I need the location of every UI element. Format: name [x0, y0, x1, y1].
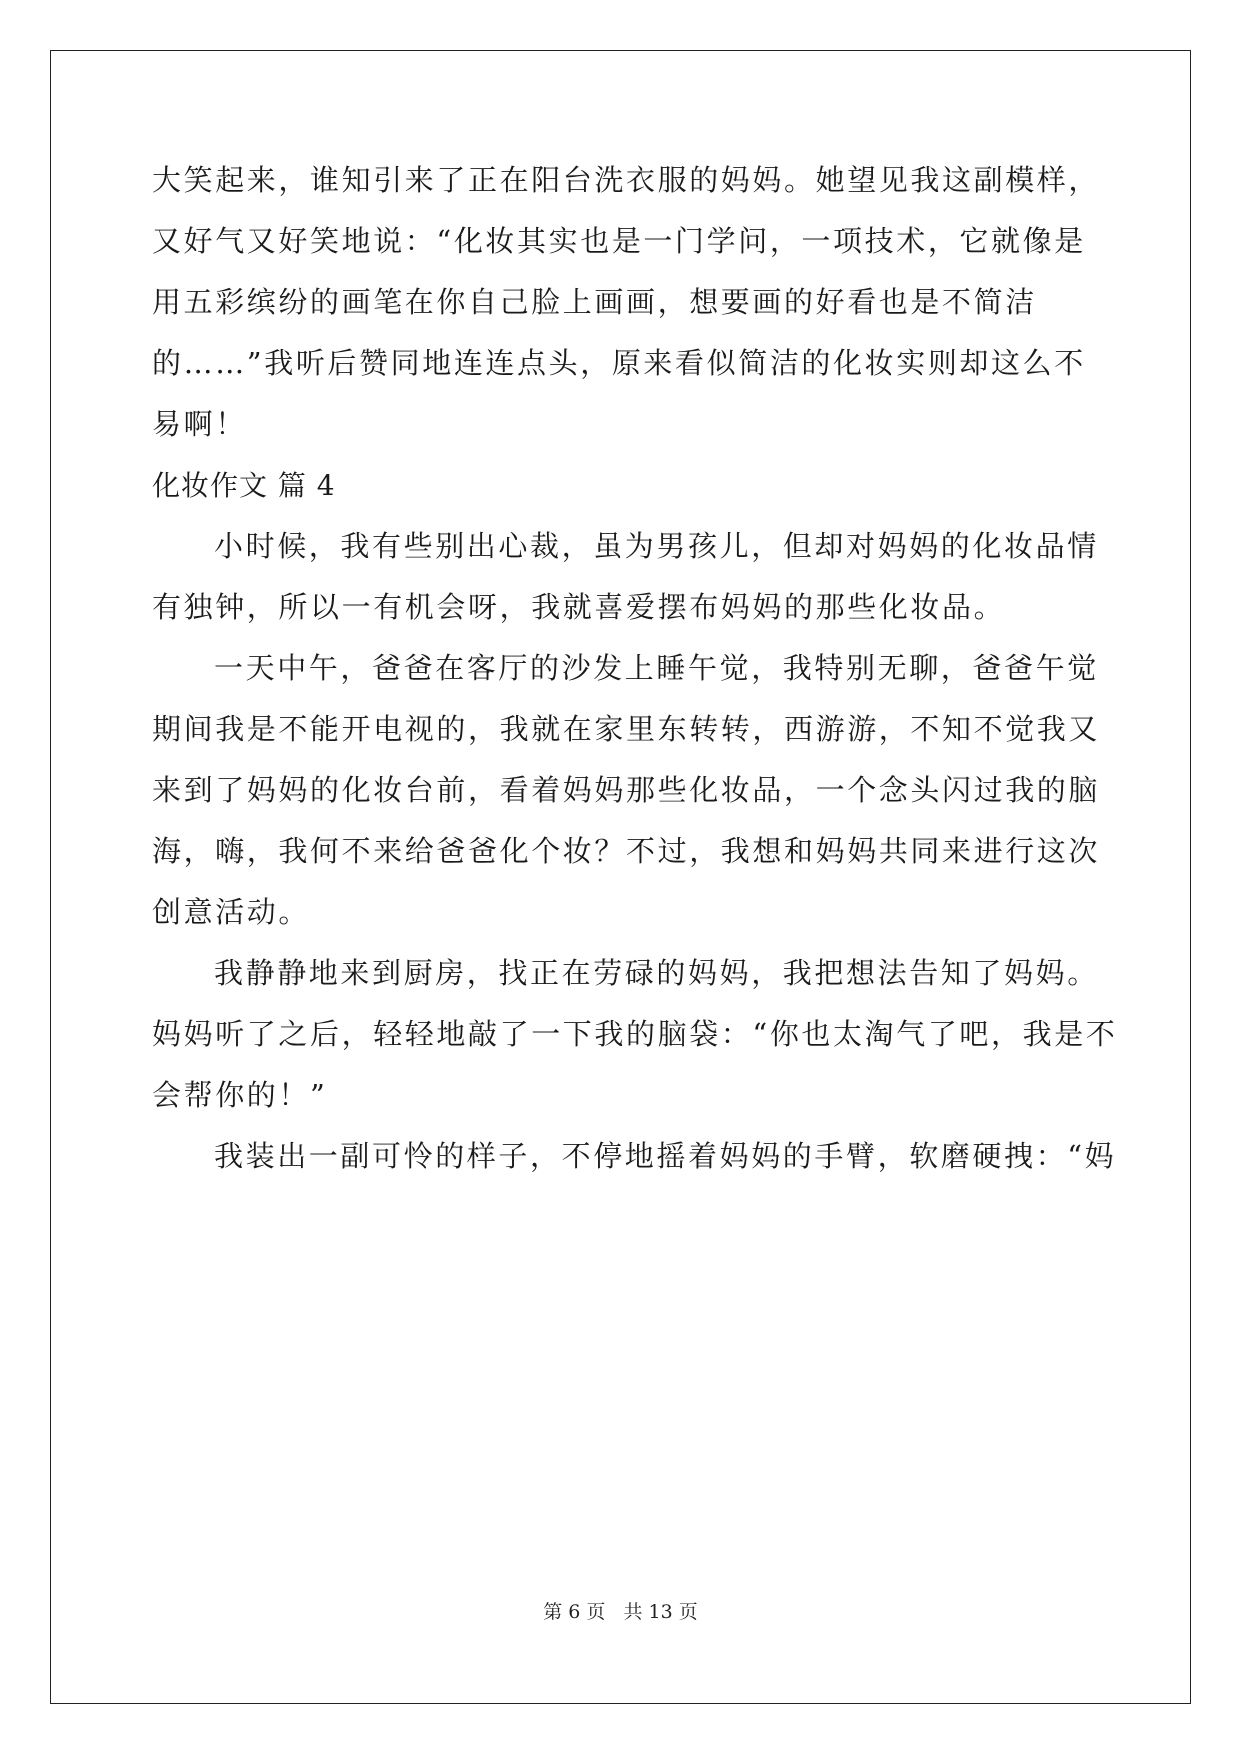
text-line: 创意活动。	[152, 895, 311, 929]
text-line: 海，嗨，我何不来给爸爸化个妆？不过，我想和妈妈共同来进行这次	[152, 834, 1101, 868]
text-line: 期间我是不能开电视的，我就在家里东转转，西游游，不知不觉我又	[152, 712, 1101, 746]
paragraph-1	[152, 516, 1099, 638]
text-line: 的……”我听后赞同地连连点头，原来看似简洁的化妆实则却这么不	[152, 346, 1086, 380]
text-line: 大笑起来，谁知引来了正在阳台洗衣服的妈妈。她望见我这副模样，	[152, 163, 1101, 197]
page-footer	[0, 1597, 1241, 1624]
text-line: 易啊！	[152, 407, 247, 441]
text-line: 我静静地来到厨房，找正在劳碌的妈妈，我把想法告知了妈妈。	[214, 956, 1099, 990]
paragraph-4	[152, 1126, 1117, 1187]
section-heading: 化妆作文 篇 4	[152, 469, 336, 502]
text-line: 来到了妈妈的化妆台前，看着妈妈那些化妆品，一个念头闪过我的脑	[152, 773, 1101, 807]
page-number: 第 6 页	[543, 1601, 606, 1623]
text-line: 小时候，我有些别出心裁，虽为男孩儿，但却对妈妈的化妆品情	[214, 529, 1099, 563]
text-line: 一天中午，爸爸在客厅的沙发上睡午觉，我特别无聊，爸爸午觉	[214, 651, 1099, 685]
page-total: 共 13 页	[623, 1601, 698, 1623]
paragraph-3	[152, 943, 1118, 1126]
text-line: 会帮你的！”	[152, 1078, 328, 1112]
text-line: 用五彩缤纷的画笔在你自己脸上画画，想要画的好看也是不简洁	[152, 285, 1037, 319]
text-line: 又好气又好笑地说：“化妆其实也是一门学问，一项技术，它就像是	[152, 224, 1086, 258]
text-line: 有独钟，所以一有机会呀，我就喜爱摆布妈妈的那些化妆品。	[152, 590, 1006, 624]
text-line: 我装出一副可怜的样子，不停地摇着妈妈的手臂，软磨硬拽：“妈	[214, 1139, 1117, 1173]
document-body	[152, 150, 1118, 1187]
paragraph-2	[152, 638, 1101, 943]
text-line: 妈妈听了之后，轻轻地敲了一下我的脑袋：“你也太淘气了吧，我是不	[152, 1017, 1118, 1051]
paragraph-continued	[152, 150, 1101, 455]
